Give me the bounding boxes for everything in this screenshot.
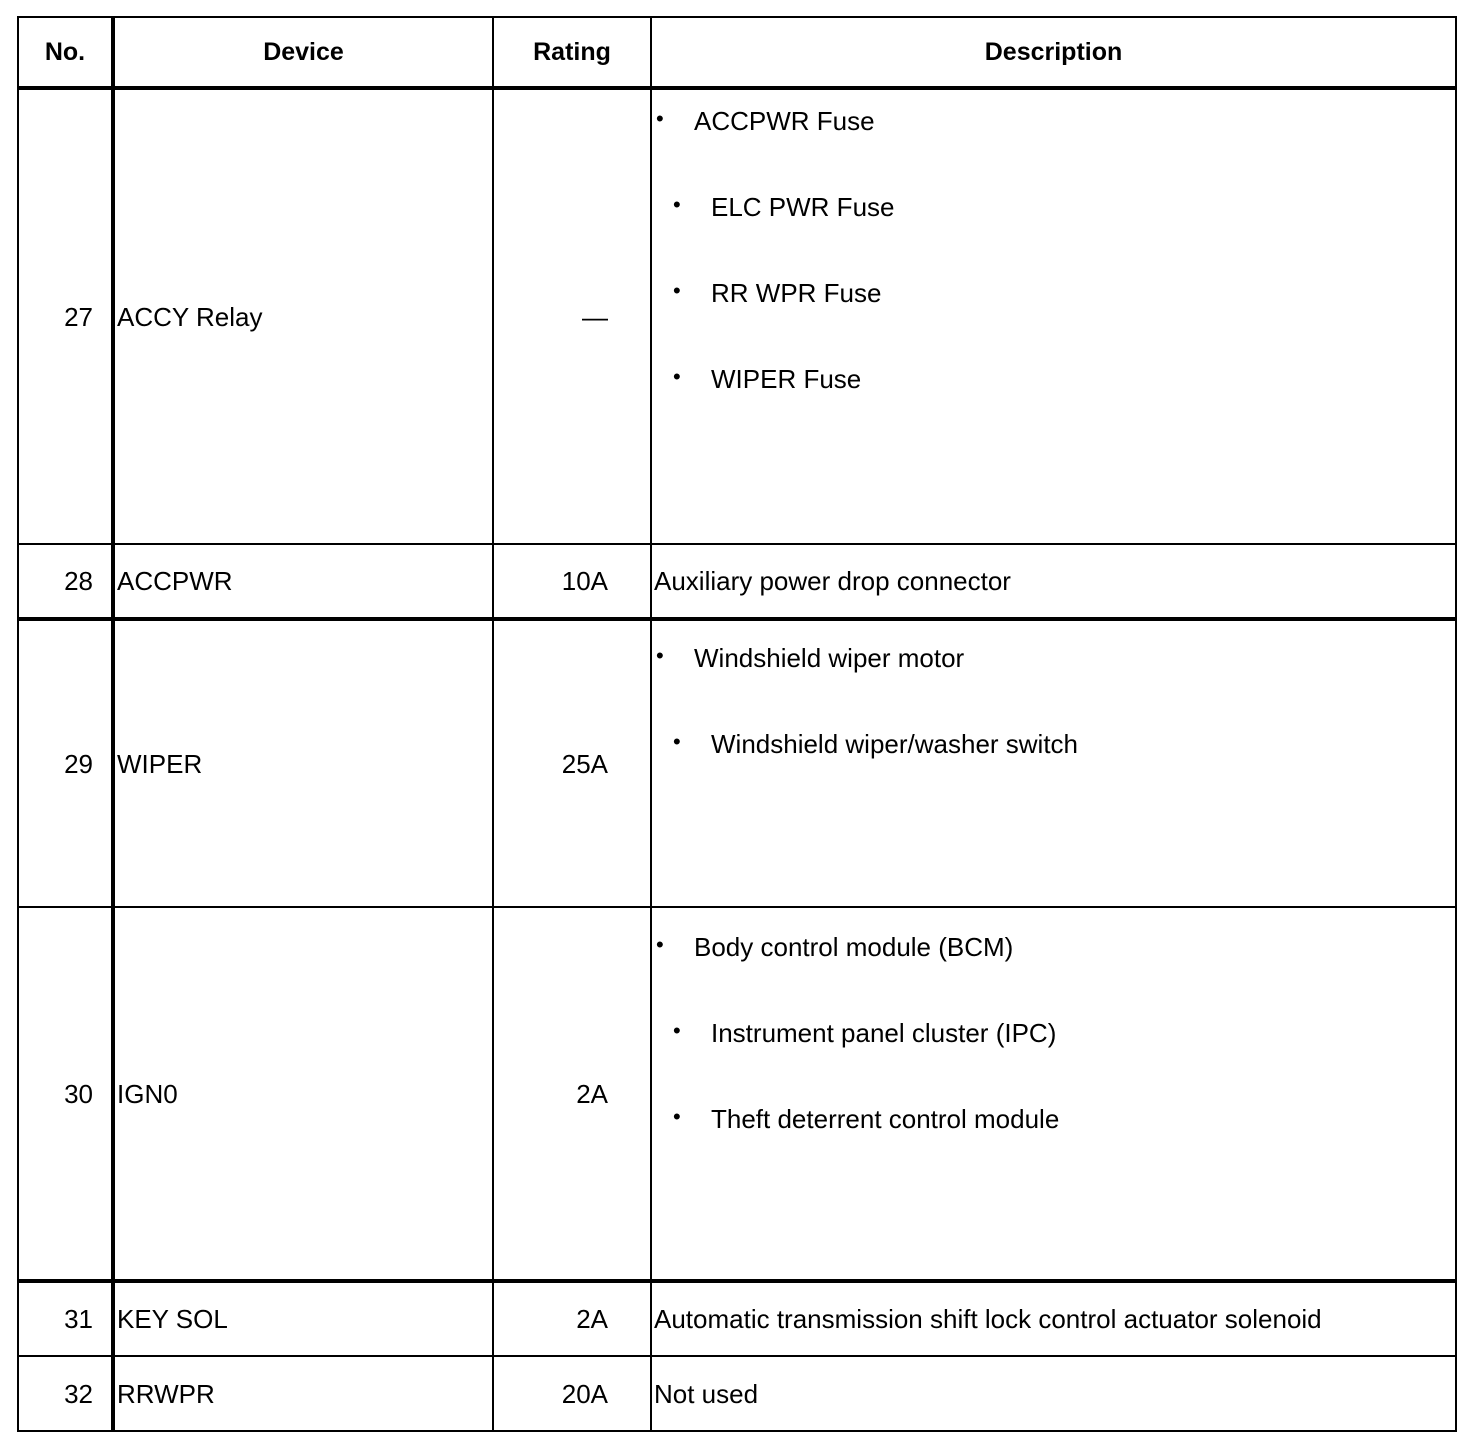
table-row [18, 544, 1456, 619]
table-row [18, 907, 1456, 1281]
list-item: • Windshield wiper motor [656, 643, 965, 673]
row-rating: — [493, 88, 651, 544]
row-no: 30 [18, 907, 113, 1281]
list-item: • Instrument panel cluster (IPC) [673, 1018, 1057, 1048]
row-device: KEY SOL [113, 1281, 493, 1356]
row-description [651, 907, 1456, 1281]
row-device: WIPER [113, 619, 493, 907]
table-row [18, 88, 1456, 544]
row-description: Auxiliary power drop connector [651, 544, 1456, 619]
table-row [18, 1281, 1456, 1356]
list-item: • WIPER Fuse [673, 364, 862, 394]
fuse-table [17, 16, 1457, 1432]
table-row [18, 619, 1456, 907]
row-description: Automatic transmission shift lock control actuator solenoid [651, 1281, 1456, 1356]
bullet-icon: • [673, 192, 681, 217]
header-device: Device [113, 17, 493, 88]
row-rating: 25A [493, 619, 651, 907]
bullet-icon: • [673, 1104, 681, 1129]
header-row [18, 17, 1456, 88]
row-no: 29 [18, 619, 113, 907]
row-device: RRWPR [113, 1356, 493, 1431]
bullet-icon: • [656, 643, 664, 668]
row-device: IGN0 [113, 907, 493, 1281]
bullet-icon: • [673, 278, 681, 303]
row-no: 27 [18, 88, 113, 544]
row-no: 32 [18, 1356, 113, 1431]
bullet-icon: • [673, 1018, 681, 1043]
row-device: ACCPWR [113, 544, 493, 619]
row-rating: 10A [493, 544, 651, 619]
list-item: • Body control module (BCM) [656, 932, 1014, 962]
row-description [651, 88, 1456, 544]
list-item: • ELC PWR Fuse [673, 192, 895, 222]
row-no: 28 [18, 544, 113, 619]
header-no: No. [18, 17, 113, 88]
row-no: 31 [18, 1281, 113, 1356]
row-rating: 2A [493, 907, 651, 1281]
list-item: • RR WPR Fuse [673, 278, 882, 308]
header-rating: Rating [493, 17, 651, 88]
row-rating: 20A [493, 1356, 651, 1431]
bullet-icon: • [656, 106, 664, 131]
row-description: Not used [651, 1356, 1456, 1431]
row-description [651, 619, 1456, 907]
header-description: Description [651, 17, 1456, 88]
bullet-icon: • [656, 932, 664, 957]
list-item: • ACCPWR Fuse [656, 106, 875, 136]
table-row [18, 1356, 1456, 1431]
list-item: • Theft deterrent control module [673, 1104, 1060, 1134]
list-item: • Windshield wiper/washer switch [673, 729, 1079, 759]
bullet-icon: • [673, 729, 681, 754]
row-rating: 2A [493, 1281, 651, 1356]
row-device: ACCY Relay [113, 88, 493, 544]
bullet-icon: • [673, 364, 681, 389]
